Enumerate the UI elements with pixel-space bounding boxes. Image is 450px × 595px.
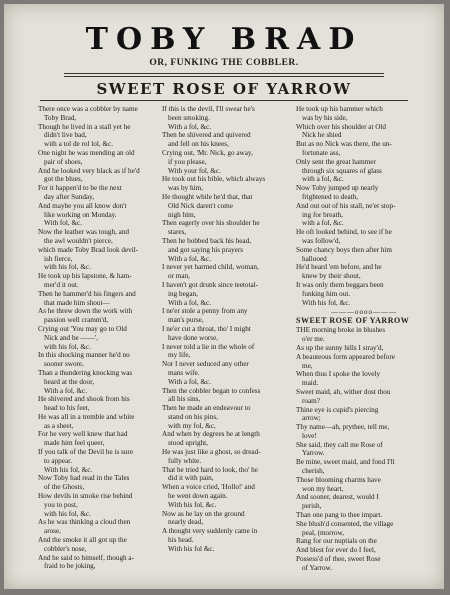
verse-line: that made him shout—	[44, 298, 110, 307]
second-song-heading: SWEET ROSE OF YARROW	[296, 316, 410, 326]
verse-line: Old Nick daren't come	[168, 201, 233, 210]
verse-line: with a tol de rol lol, &c.	[44, 140, 114, 149]
verse-line: When a voice cried, 'Hollo!' and	[162, 483, 255, 492]
verse-line: When thus I spoke the lovely	[296, 370, 381, 379]
verse-line: But as no Nick was there, the un-	[296, 140, 392, 149]
verse-line: and got saying his prayers	[168, 245, 244, 254]
verse-line: nigh him,	[168, 210, 196, 219]
verse-line: stood upright,	[168, 439, 208, 448]
verse-line: man's purse,	[168, 316, 204, 325]
verse-line: I never told a lie in the whole of	[162, 342, 255, 351]
heading-rule	[40, 100, 408, 101]
verse-line: me,	[302, 361, 313, 370]
verse-line: Only sent the great hammer	[296, 157, 376, 166]
verse-line: In this shocking manner he'd no	[38, 351, 130, 360]
verse-line: Nick and be ——',	[44, 333, 98, 342]
verse-line: frightened to death,	[302, 192, 359, 201]
verse-line: He oft looked behind, to see if he	[296, 228, 392, 237]
verse-line: Then he shivered and quivered	[162, 131, 251, 140]
verse-line: with his fol, &c.	[44, 263, 91, 272]
verse-line: you to post,	[44, 500, 78, 509]
verse-line: have done worse,	[168, 333, 219, 342]
song-heading: SWEET ROSE OF YARROW	[96, 80, 352, 98]
verse-line: Rang for our nuptials on the	[296, 537, 377, 546]
verse-line: to appear.	[44, 456, 72, 465]
verse-line: sooner swore,	[44, 360, 84, 369]
verse-line: as a sheet,	[44, 421, 74, 430]
verse-line: won my heart,	[302, 484, 344, 493]
verse-line: heard at the door,	[44, 377, 95, 386]
verse-line: She blush'd consented, the village	[296, 519, 394, 528]
verse-line: Be mine, sweet maid, and fond I'll	[296, 458, 395, 467]
verse-line: And out out of his stall, ne'er stop-	[296, 201, 396, 210]
verse-line: did it with pain,	[168, 474, 214, 483]
verse-line: He took up his lapstone, & ham-	[38, 272, 132, 281]
verse-line: That he tried hard to look, tho' he	[162, 465, 258, 474]
verse-line: ish fierce,	[44, 254, 73, 263]
verse-line: If this is the devil, I'll swear he's	[162, 105, 255, 113]
verse-line: I haven't got drunk since teetotal-	[162, 280, 259, 289]
verse-line: If you talk of the Devil he is sure	[38, 448, 134, 457]
page-title: TOBY BRAD	[85, 22, 363, 57]
page-subtitle: OR, FUNKING THE COBBLER.	[149, 58, 299, 68]
verse-line: I never yet harmed child, woman,	[162, 263, 259, 272]
verse-line: She said, they call me Rose of	[296, 440, 383, 449]
verse-line: Then eagerly over his shoulder he	[162, 219, 260, 228]
verse-line: There once was a cobbler by name	[38, 105, 138, 113]
section-divider: ———oooo———	[331, 308, 397, 317]
verse-line: Crying out, 'Mr. Nick, go away,	[162, 148, 253, 157]
verse-line: stand on his pins,	[168, 412, 218, 421]
verse-line: and fell on his knees,	[168, 140, 229, 149]
verse-line: been smoking.	[168, 113, 210, 122]
verse-line: nearly dead,	[168, 518, 204, 527]
verse-line: As he threw down the work with	[38, 307, 133, 316]
verse-line: With a fol, &c.	[168, 122, 212, 131]
verse-line: fully white.	[168, 456, 202, 465]
verse-line: stares,	[168, 228, 187, 237]
verse-line: One night he was mending an old	[38, 148, 135, 157]
verse-line: It was only them beggars been	[296, 280, 384, 289]
text-column-1	[38, 105, 168, 571]
verse-line: I ne'er stole a penny from any	[162, 307, 248, 316]
verse-line: passion well cramm'd,	[44, 316, 109, 325]
verse-line: Thine eye is cupid's piercing	[296, 405, 379, 414]
verse-line: pair of shoes,	[44, 157, 83, 166]
verse-line: Which over his shoulder at Old	[296, 122, 387, 131]
verse-line: Possess'd of thee, sweet Rose	[296, 555, 381, 564]
verse-line: Than one pang to thee impart.	[296, 511, 383, 520]
verse-line: Nor I never seduced any other	[162, 360, 249, 369]
verse-line: A thought very suddenly came in	[162, 527, 258, 536]
verse-line: knew by their shout,	[302, 272, 361, 281]
verse-line: THE morning broke in blushes	[296, 326, 386, 335]
verse-line: with his fol, &c.	[44, 342, 91, 351]
verse-line: He shivered and shook from his	[38, 395, 130, 404]
verse-line: With a fol, &c.	[44, 386, 88, 395]
verse-line: with a fol, &c.	[302, 175, 344, 184]
verse-line: Now as he lay on the ground	[162, 509, 245, 518]
verse-line: was by his side,	[302, 113, 348, 122]
verse-line: Nick he shied	[302, 131, 342, 140]
verse-line: or man,	[168, 272, 190, 281]
verse-line: Now Toby jumped up nearly	[296, 184, 379, 193]
verse-line: he went down again.	[168, 492, 228, 501]
verse-line: which made Toby Brad look devil-	[38, 245, 139, 254]
verse-line: with his fol, &c.	[44, 509, 91, 518]
verse-line: of Yarrow.	[302, 563, 333, 572]
verse-line: As up the sunny hills I stray'd,	[296, 343, 384, 352]
verse-line: And blest for ever do I feel,	[296, 546, 376, 555]
verse-line: Toby Brad,	[44, 113, 77, 122]
verse-line: mans wife.	[168, 368, 200, 377]
verse-line: Then he hammer'd his fingers and	[38, 289, 136, 298]
verse-line: With your fol, &c.	[168, 166, 222, 175]
verse-line: of the Ghosts,	[44, 483, 85, 492]
verse-line: roam?	[302, 396, 320, 405]
verse-line: With fol, &c.	[44, 219, 83, 228]
verse-line: funking him out.	[302, 289, 351, 298]
verse-line: Thy name—ah, prythee, tell me,	[296, 423, 390, 432]
verse-line: with my fol, &c,	[168, 421, 216, 430]
verse-line: Those blooming charms have	[296, 475, 381, 484]
verse-line: maid.	[302, 379, 319, 388]
verse-line: Then he made an endeavour to	[162, 404, 251, 413]
verse-line: got the blues,	[44, 175, 83, 184]
verse-line: was by him,	[168, 184, 203, 193]
verse-line: love!	[302, 431, 317, 440]
verse-line: like working on Monday.	[44, 210, 117, 219]
verse-line: And when by degrees he at length	[162, 430, 260, 439]
verse-line: peal, (morrow,	[302, 528, 345, 537]
verse-line: Though he lived in a stall yet he	[38, 122, 131, 131]
verse-line: And sooner, dearest, would I	[296, 493, 379, 502]
verse-line: through six squares of glass	[302, 166, 382, 175]
verse-line: day after Sunday,	[44, 192, 95, 201]
verse-line: With a fol, &c.	[168, 254, 212, 263]
verse-line: Yarrow.	[302, 449, 325, 458]
verse-line: How devils in smoke rise behind	[38, 492, 133, 501]
broadside-sheet	[4, 4, 444, 589]
verse-line: He thought while he'd that, that	[162, 192, 253, 201]
verse-line: Now the leather was tough, and	[38, 228, 130, 237]
verse-line: arose,	[44, 527, 61, 536]
verse-line: was follow'd,	[302, 236, 341, 245]
verse-line: With a fol, &c.	[168, 377, 212, 386]
verse-line: fraid to be joking,	[44, 562, 96, 571]
verse-line: Then he bobbed back his head,	[162, 236, 252, 245]
verse-line: his head.	[168, 536, 194, 545]
verse-line: Then the cobbler began to confess	[162, 386, 261, 395]
verse-line: didn't live bad,	[44, 131, 87, 140]
verse-line: With his fol, &c.	[302, 298, 351, 307]
verse-line: mer'd it out.	[44, 280, 79, 289]
verse-line: hallooed	[302, 254, 327, 263]
verse-line: With his fol, &c.	[168, 500, 217, 509]
verse-line: ing for breath,	[302, 210, 343, 219]
verse-line: Crying out 'You may go to Old	[38, 324, 127, 333]
verse-line: with a fol, &c.	[302, 219, 344, 228]
verse-line: head to his feet,	[44, 404, 90, 413]
verse-line: For it happen'd to be the next	[38, 184, 122, 193]
verse-line: He was all in a tremble and white	[38, 412, 135, 421]
verse-line: o'er me.	[302, 335, 325, 344]
verse-line: With a fol, &c.	[168, 298, 212, 307]
verse-line: fortunate ass,	[302, 148, 341, 157]
verse-line: Than a thundering knocking was	[38, 368, 133, 377]
verse-line: As he was thinking a cloud then	[38, 518, 131, 527]
verse-line: And the smoke it all got up the	[38, 536, 127, 545]
verse-line: He took out his bible, which always	[162, 175, 266, 184]
verse-line: the awl wouldn't pierce,	[44, 236, 113, 245]
verse-line: And maybe you all know don't	[38, 201, 127, 210]
verse-line: A beauteous form appeared before	[296, 352, 395, 361]
verse-line: He was just like a ghost, so dread-	[162, 448, 261, 457]
verse-line: I ne'er cut a throat, tho' I might	[162, 324, 251, 333]
verse-line: Now Toby had read in the Tales	[38, 474, 130, 483]
verse-line: With his fol &c.	[168, 544, 215, 553]
verse-line: For he very well knew that had	[38, 430, 128, 439]
title-rule	[64, 73, 384, 77]
text-column-2	[162, 105, 294, 554]
verse-line: ing began,	[168, 289, 198, 298]
verse-line: With his fol, &c.	[44, 465, 93, 474]
verse-line: cherish,	[302, 467, 325, 476]
verse-line: perish,	[302, 502, 322, 511]
verse-line: my life,	[168, 351, 191, 360]
verse-line: Sweet maid, ah, wither dost thou	[296, 387, 391, 396]
verse-line: arrow;	[302, 414, 321, 423]
verse-line: And he looked very black as if he'd	[38, 166, 140, 175]
verse-line: made him feel queer,	[44, 439, 105, 448]
verse-line: cobbler's nose,	[44, 544, 87, 553]
verse-line: He'd heard 'em before, and he	[296, 263, 382, 272]
verse-line: And he said to himself, though a-	[38, 553, 135, 562]
verse-line: He took up his hammer which	[296, 105, 383, 113]
verse-line: all his sins,	[168, 395, 201, 404]
verse-line: if you please,	[168, 157, 207, 166]
text-column-3	[296, 105, 432, 573]
verse-line: Some chancy boys then after him	[296, 245, 393, 254]
